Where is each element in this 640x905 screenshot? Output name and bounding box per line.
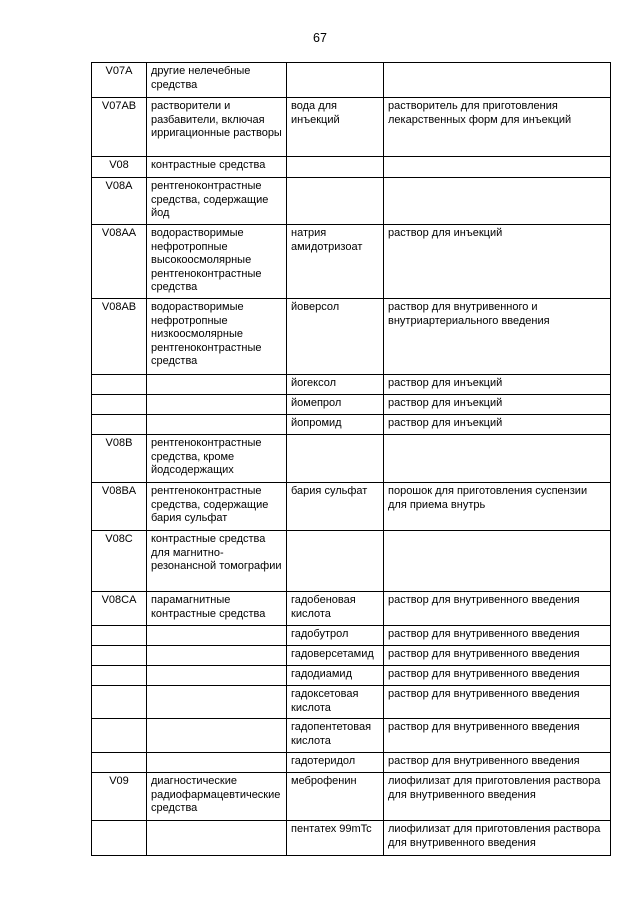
- table-row: [92, 646, 611, 666]
- group-name-cell: контрастные средства для магнитно-резонансной томографии: [147, 531, 287, 592]
- drug-name-cell: гадодиамид: [287, 666, 384, 686]
- drug-name-cell: гадобеновая кислота: [287, 592, 384, 626]
- table-row: [92, 157, 611, 178]
- drug-name-cell: гадоксетовая кислота: [287, 686, 384, 719]
- dosage-form-cell: раствор для внутривенного введения: [384, 719, 611, 753]
- dosage-form-cell: растворитель для приготовления лекарственных форм для инъекций: [384, 98, 611, 157]
- group-name-cell: [147, 821, 287, 856]
- table-row: [92, 178, 611, 225]
- table-row: [92, 626, 611, 646]
- dosage-form-cell: лиофилизат для приготовления раствора для внутривенного введения: [384, 773, 611, 821]
- table-row: [92, 483, 611, 531]
- dosage-form-cell: [384, 63, 611, 98]
- group-name-cell: растворители и разбавители, включая ирригационные растворы: [147, 98, 287, 157]
- table-row: [92, 299, 611, 375]
- atc-drug-table: [91, 62, 611, 856]
- dosage-form-cell: раствор для внутривенного введения: [384, 686, 611, 719]
- table-row: [92, 395, 611, 415]
- table-row: [92, 63, 611, 98]
- group-name-cell: [147, 686, 287, 719]
- atc-code-cell: [92, 753, 147, 773]
- dosage-form-cell: лиофилизат для приготовления раствора для внутривенного введения: [384, 821, 611, 856]
- drug-name-cell: йоверсол: [287, 299, 384, 375]
- dosage-form-cell: раствор для внутривенного введения: [384, 666, 611, 686]
- group-name-cell: [147, 395, 287, 415]
- dosage-form-cell: порошок для приготовления суспензии для приема внутрь: [384, 483, 611, 531]
- table-row: [92, 375, 611, 395]
- atc-code-cell: [92, 686, 147, 719]
- group-name-cell: [147, 626, 287, 646]
- dosage-form-cell: раствор для внутривенного введения: [384, 592, 611, 626]
- table-row: [92, 225, 611, 299]
- dosage-form-cell: раствор для инъекций: [384, 395, 611, 415]
- atc-code-cell: V08AA: [92, 225, 147, 299]
- atc-code-cell: V08B: [92, 435, 147, 483]
- drug-name-cell: йогексол: [287, 375, 384, 395]
- atc-code-cell: [92, 375, 147, 395]
- group-name-cell: другие нелечебные средства: [147, 63, 287, 98]
- group-name-cell: парамагнитные контрастные средства: [147, 592, 287, 626]
- table-row: [92, 531, 611, 592]
- drug-name-cell: [287, 178, 384, 225]
- drug-name-cell: меброфенин: [287, 773, 384, 821]
- drug-name-cell: [287, 63, 384, 98]
- group-name-cell: [147, 666, 287, 686]
- dosage-form-cell: раствор для внутривенного введения: [384, 753, 611, 773]
- group-name-cell: [147, 415, 287, 435]
- dosage-form-cell: раствор для внутривенного введения: [384, 626, 611, 646]
- table-row: [92, 592, 611, 626]
- atc-code-cell: [92, 415, 147, 435]
- drug-name-cell: [287, 157, 384, 178]
- group-name-cell: водорастворимые нефротропные высокоосмолярные рентгеноконтрастные средства: [147, 225, 287, 299]
- dosage-form-cell: раствор для внутривенного введения: [384, 646, 611, 666]
- dosage-form-cell: раствор для инъекций: [384, 225, 611, 299]
- table-row: [92, 753, 611, 773]
- atc-code-cell: V08BA: [92, 483, 147, 531]
- atc-code-cell: V07A: [92, 63, 147, 98]
- table-row: [92, 98, 611, 157]
- dosage-form-cell: [384, 531, 611, 592]
- atc-code-cell: [92, 646, 147, 666]
- atc-code-cell: [92, 821, 147, 856]
- group-name-cell: [147, 753, 287, 773]
- dosage-form-cell: [384, 178, 611, 225]
- table-row: [92, 435, 611, 483]
- group-name-cell: [147, 646, 287, 666]
- drug-name-cell: йомепрол: [287, 395, 384, 415]
- drug-name-cell: бария сульфат: [287, 483, 384, 531]
- group-name-cell: [147, 375, 287, 395]
- dosage-form-cell: раствор для инъекций: [384, 415, 611, 435]
- drug-name-cell: [287, 435, 384, 483]
- table-row: [92, 415, 611, 435]
- drug-name-cell: гадоверсетамид: [287, 646, 384, 666]
- dosage-form-cell: раствор для внутривенного и внутриартериального введения: [384, 299, 611, 375]
- drug-name-cell: [287, 531, 384, 592]
- group-name-cell: рентгеноконтрастные средства, кроме йодсодержащих: [147, 435, 287, 483]
- drug-name-cell: йопромид: [287, 415, 384, 435]
- atc-code-cell: V08AB: [92, 299, 147, 375]
- atc-code-cell: V09: [92, 773, 147, 821]
- group-name-cell: рентгеноконтрастные средства, содержащие йод: [147, 178, 287, 225]
- group-name-cell: контрастные средства: [147, 157, 287, 178]
- atc-code-cell: V08C: [92, 531, 147, 592]
- drug-name-cell: гадобутрол: [287, 626, 384, 646]
- drug-name-cell: натрия амидотризоат: [287, 225, 384, 299]
- atc-code-cell: V08CA: [92, 592, 147, 626]
- group-name-cell: диагностические радиофармацевтические средства: [147, 773, 287, 821]
- table-row: [92, 773, 611, 821]
- dosage-form-cell: [384, 435, 611, 483]
- table-row: [92, 719, 611, 753]
- table-row: [92, 821, 611, 856]
- group-name-cell: водорастворимые нефротропные низкоосмолярные рентгеноконтрастные средства: [147, 299, 287, 375]
- atc-code-cell: V08A: [92, 178, 147, 225]
- group-name-cell: рентгеноконтрастные средства, содержащие бария сульфат: [147, 483, 287, 531]
- drug-name-cell: гадопентетовая кислота: [287, 719, 384, 753]
- table-row: [92, 666, 611, 686]
- dosage-form-cell: [384, 157, 611, 178]
- drug-name-cell: гадотеридол: [287, 753, 384, 773]
- drug-name-cell: вода для инъекций: [287, 98, 384, 157]
- page-number: 67: [313, 31, 327, 45]
- atc-code-cell: [92, 395, 147, 415]
- atc-code-cell: [92, 719, 147, 753]
- atc-code-cell: [92, 666, 147, 686]
- atc-code-cell: [92, 626, 147, 646]
- drug-name-cell: пентатех 99mTc: [287, 821, 384, 856]
- dosage-form-cell: раствор для инъекций: [384, 375, 611, 395]
- atc-code-cell: V07AB: [92, 98, 147, 157]
- group-name-cell: [147, 719, 287, 753]
- table-row: [92, 686, 611, 719]
- atc-code-cell: V08: [92, 157, 147, 178]
